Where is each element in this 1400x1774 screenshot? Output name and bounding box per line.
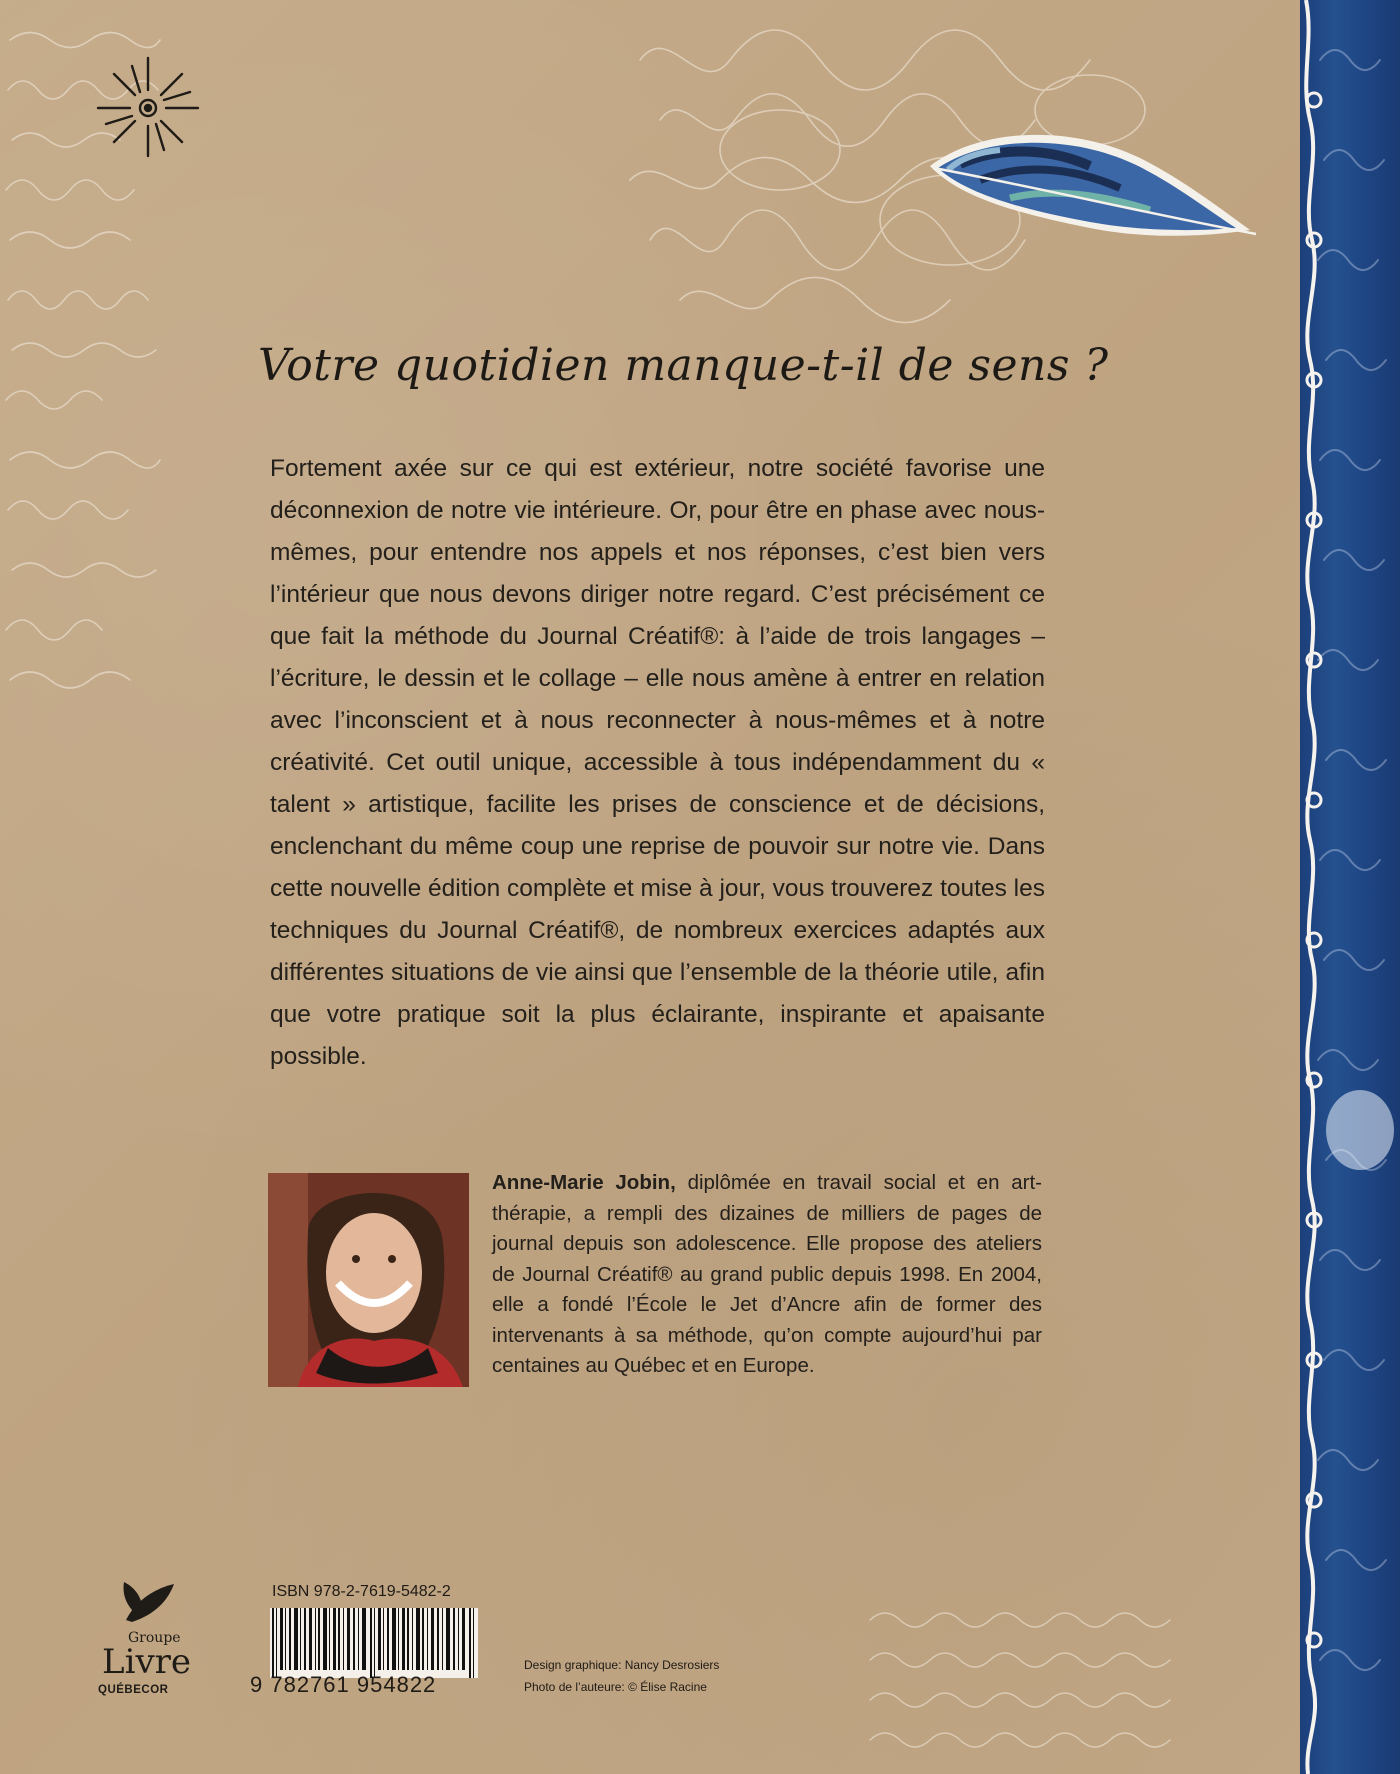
book-description: Fortement axée sur ce qui est extérieur, notre société favorise une déconnexion de notre vie intérieure. Or, pour être en phase avec nous-mêmes, pour entendre nos appels et nos réponses, c’est bien vers l’intérieur que nous devons diriger notre regard. C’est précisément ce que fait la méthode du Journal Créatif®: à l’aide de trois langages – l’écriture, le dessin et le collage – elle nous amène à entrer en relation avec l’inconscient et à nous reconnecter à nous-mêmes et à notre créativité. Cet outil unique, accessible à tous indépendamment du « talent » artistique, facilite les prises de conscience et de décisions, enclenchant du même coup une reprise de pouvoir sur notre vie. Dans cette nouvelle édition complète et mise à jour, vous trouverez toutes les techniques du Journal Créatif®, de nombreux exercices adaptés aux différentes situations de vie ainsi que l’ensemble de la théorie utile, afin que votre pratique soit la plus éclairante, inspirante et apaisante possible.: [270, 455, 1045, 1070]
author-photo: [268, 1173, 469, 1387]
blue-side-strip: [1300, 0, 1400, 1774]
publisher-group: Groupe: [128, 1630, 181, 1646]
publisher-livre: Livre: [102, 1642, 192, 1682]
credits: [524, 1654, 719, 1698]
barcode: [270, 1608, 478, 1678]
sun-icon: [92, 52, 204, 164]
author-bio-text: diplômée en travail social et en art-thérapie, a rempli des dizaines de milliers de pages de journal depuis son adolescence. Elle propose des ateliers de Journal Créatif® au grand public depuis 1998. En 2004, elle a fondé l’École le Jet d’Ancre afin de former des intervenants à sa méthode, qu’on compte aujourd’hui par centaines au Québec et en Europe.: [492, 1171, 1043, 1377]
headline: Votre quotidien manque-t-il de sens ?: [258, 340, 1109, 391]
author-bio: [492, 1168, 1042, 1382]
design-credit: Design graphique: Nancy Desrosiers: [524, 1658, 720, 1672]
photo-credit: Photo de l’auteure: © Élise Racine: [524, 1680, 707, 1694]
isbn-label: ISBN 978-2-7619-5482-2: [272, 1583, 451, 1600]
feather-icon: [920, 118, 1260, 268]
publisher-quebecor: QUÉBECOR: [98, 1684, 169, 1696]
leaf-icon: [116, 1580, 176, 1630]
scribble-texture-bottom: [860, 1590, 1300, 1774]
author-name: Anne-Marie Jobin,: [492, 1171, 676, 1194]
blue-strip-pattern: [1300, 0, 1400, 1774]
barcode-digits: 9 782761 954822: [250, 1672, 437, 1697]
publisher-logo: [84, 1580, 204, 1700]
